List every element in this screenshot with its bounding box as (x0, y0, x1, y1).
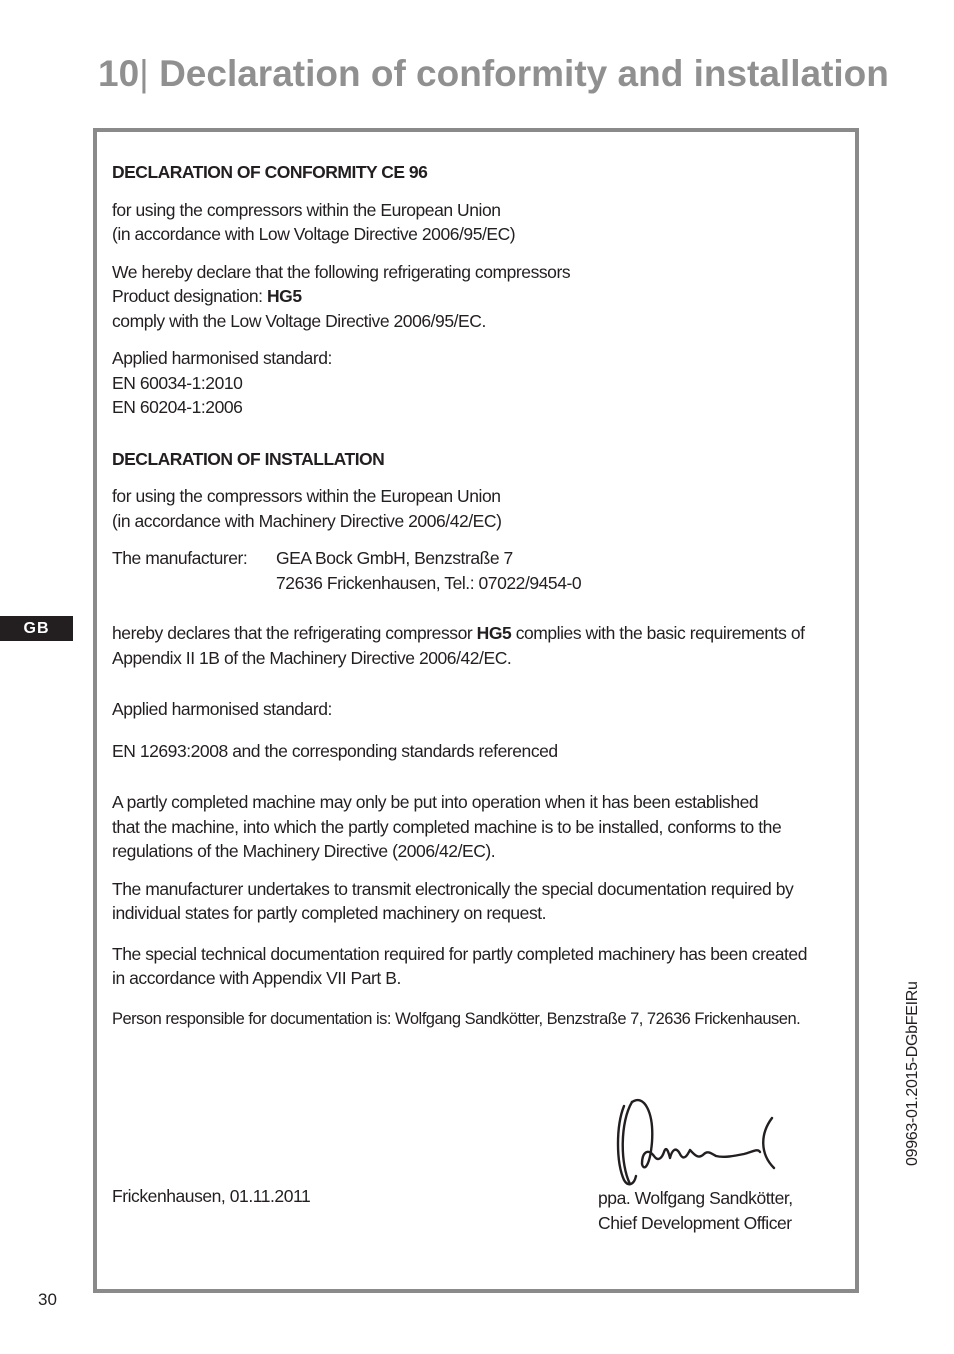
declares-suffix: complies with the basic requirements of (511, 623, 805, 643)
product-designation (112, 284, 846, 309)
page-title (98, 52, 889, 96)
installation-declaration (112, 621, 846, 670)
conformity-scope-line2: (in accordance with Low Voltage Directive 2006/95/EC) (112, 224, 516, 244)
techdoc-line1: The special technical documentation required for partly completed machinery has been created (112, 943, 807, 964)
manufacturer-address (276, 546, 581, 595)
language-tab: GB (0, 616, 73, 641)
installation-scope-line1: for using the compressors within the European Union (112, 486, 501, 506)
chapter-title: Declaration of conformity and installation (159, 53, 889, 94)
conformity-standards (112, 346, 846, 420)
signer-title: Chief Development Officer (598, 1212, 792, 1233)
installation-standard-label: Applied harmonised standard: (112, 699, 332, 719)
signature-image (608, 1092, 788, 1192)
manufacturer-line2: 72636 Frickenhausen, Tel.: 07022/9454-0 (276, 572, 582, 593)
manufacturer-line1: GEA Bock GmbH, Benzstraße 7 (276, 548, 513, 568)
signature-stroke (632, 1100, 760, 1167)
standard-item: EN 60204-1:2006 (112, 397, 243, 417)
product-label: Product designation: (112, 286, 267, 306)
signer-name: ppa. Wolfgang Sandkötter, (598, 1188, 793, 1208)
partly-line2: that the machine, into which the partly completed machine is to be installed, conforms to the (112, 816, 782, 837)
declares-prefix: hereby declares that the refrigerating compressor (112, 623, 477, 643)
installation-scope (112, 484, 846, 533)
product-value: HG5 (266, 286, 302, 306)
declaration-content (112, 160, 846, 1044)
installation-heading: DECLARATION OF INSTALLATION (112, 448, 385, 469)
responsible-person: Person responsible for documentation is: Wolfgang Sandkötter, Benzstraße 7, 72636 Frickenhausen. (112, 1009, 801, 1028)
partly-completed-paragraph (112, 790, 846, 864)
partly-line1: A partly completed machine may only be put into operation when it has been established (112, 792, 759, 812)
installation-standard: EN 12693:2008 and the corresponding standards referenced (112, 740, 558, 761)
techdoc-paragraph (112, 942, 846, 991)
place-date: Frickenhausen, 01.11.2011 (112, 1186, 311, 1206)
conformity-scope-line1: for using the compressors within the European Union (112, 199, 501, 220)
page-number: 30 (38, 1290, 57, 1309)
standard-item: EN 60034-1:2010 (112, 372, 243, 393)
installation-scope-line2: (in accordance with Machinery Directive 2006/42/EC) (112, 510, 502, 531)
declares-line2: Appendix II 1B of the Machinery Directive 2006/42/EC. (112, 647, 512, 668)
techdoc-line2: in accordance with Appendix VII Part B. (112, 968, 401, 988)
declares-product: HG5 (476, 623, 512, 643)
transmit-paragraph (112, 877, 846, 926)
chapter-number: 10 (98, 53, 140, 94)
partly-line3: regulations of the Machinery Directive (2006/42/EC). (112, 841, 496, 861)
document-code: 09963-01.2015-DGbFEIRu (904, 981, 921, 1166)
manufacturer-label: The manufacturer: (112, 548, 248, 568)
comply-line: comply with the Low Voltage Directive 2006/95/EC. (112, 310, 486, 331)
conformity-heading: DECLARATION OF CONFORMITY CE 96 (112, 162, 428, 182)
conformity-scope (112, 198, 846, 247)
conformity-declaration (112, 260, 846, 334)
manufacturer-block (112, 546, 846, 595)
declares-line1 (112, 621, 846, 646)
title-separator: | (139, 53, 149, 94)
transmit-line1: The manufacturer undertakes to transmit electronically the special documentation required by (112, 878, 794, 899)
standard-label: Applied harmonised standard: (112, 348, 332, 368)
signature-stroke (763, 1118, 774, 1168)
signature-stroke (623, 1102, 632, 1184)
transmit-line2: individual states for partly completed machinery on request. (112, 903, 547, 923)
declare-line: We hereby declare that the following refrigerating compressors (112, 261, 571, 282)
signature-stroke (618, 1106, 636, 1184)
signer-block (598, 1186, 793, 1235)
